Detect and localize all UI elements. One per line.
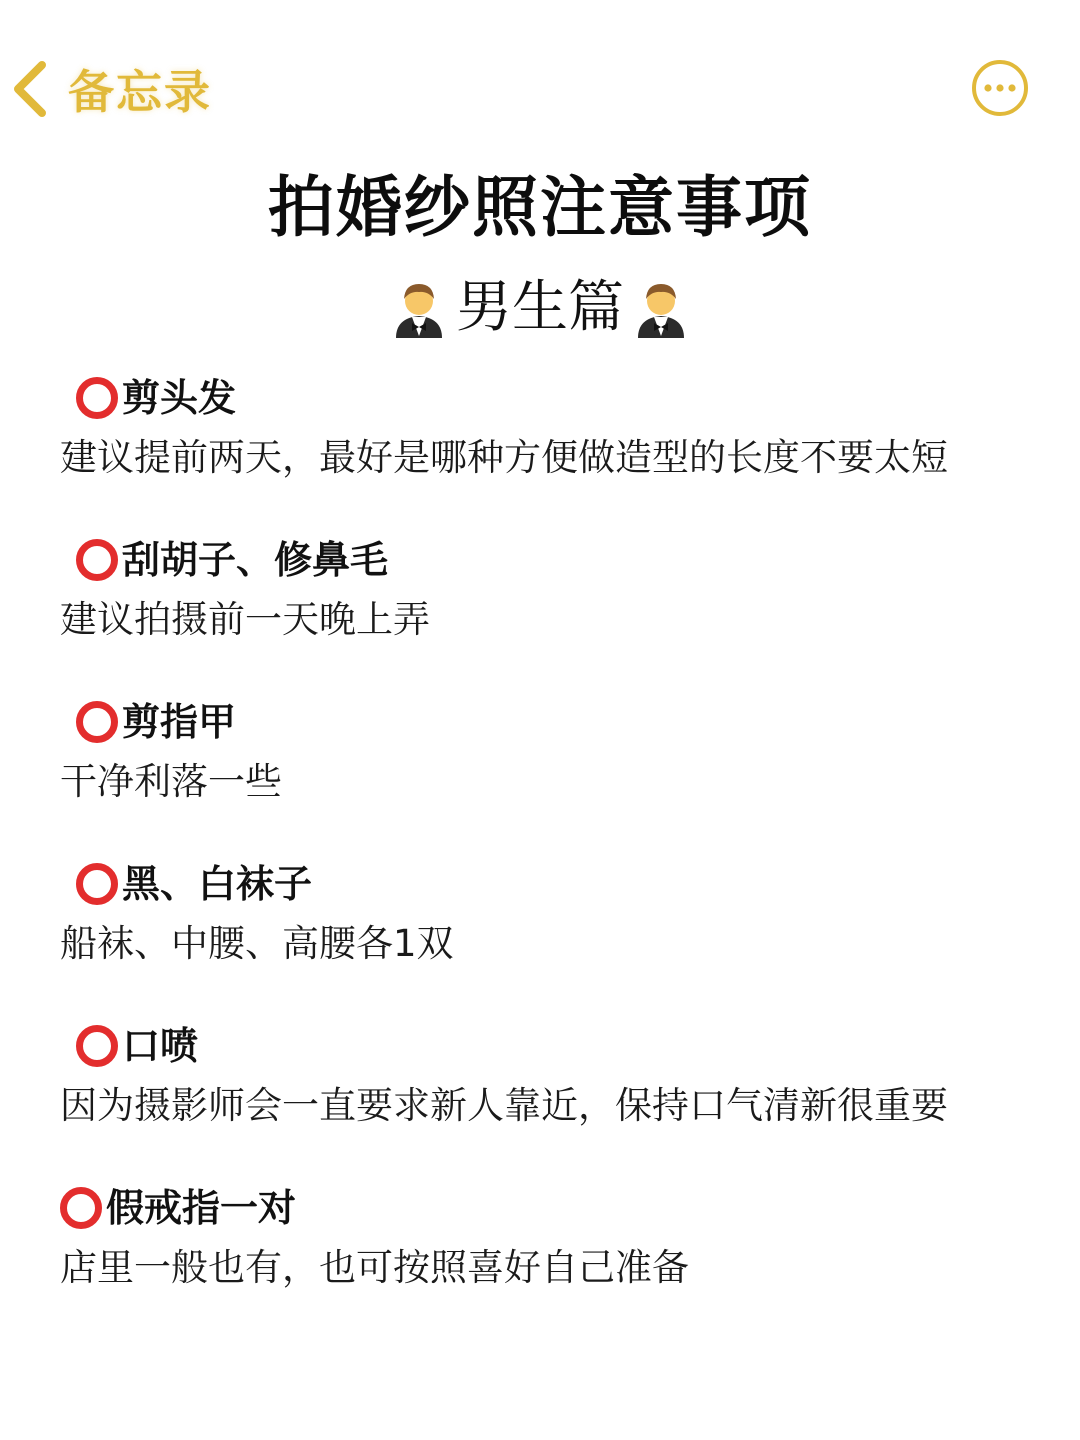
back-label: 备忘录 <box>68 65 212 119</box>
more-icon[interactable] <box>970 58 1030 118</box>
list-item <box>60 696 1040 858</box>
tip-heading: 剪头发 <box>122 376 237 420</box>
tip-heading: 剪指甲 <box>122 700 237 744</box>
tips-list <box>60 372 1040 1344</box>
person-in-tuxedo-icon <box>390 278 448 338</box>
tip-heading-row <box>60 1020 1040 1072</box>
tip-heading-row <box>60 372 1040 424</box>
red-circle-icon <box>76 863 118 905</box>
navigation-bar <box>0 40 1080 140</box>
tip-heading-row <box>60 858 1040 910</box>
back-button[interactable] <box>8 54 212 124</box>
person-in-tuxedo-icon <box>632 278 690 338</box>
tip-heading-row <box>60 534 1040 586</box>
tip-heading-row <box>60 696 1040 748</box>
list-item <box>60 1020 1040 1182</box>
tip-heading: 黑、白袜子 <box>122 862 313 906</box>
page-title: 拍婚纱照注意事项 <box>268 169 812 246</box>
red-circle-icon <box>60 1187 102 1229</box>
red-circle-icon <box>76 701 118 743</box>
tip-heading-row <box>60 1182 1040 1234</box>
list-item <box>60 534 1040 696</box>
list-item <box>60 1182 1040 1344</box>
chevron-left-icon <box>8 59 52 119</box>
subtitle-text: 男生篇 <box>456 275 624 340</box>
tip-body: 建议拍摄前一天晚上弄 <box>60 598 430 641</box>
section-subtitle <box>0 272 1080 344</box>
tip-heading: 口喷 <box>122 1024 199 1068</box>
list-item <box>60 372 1040 534</box>
tip-heading: 刮胡子、修鼻毛 <box>122 538 389 582</box>
tip-body: 因为摄影师会一直要求新人靠近，保持口气清新很重要 <box>60 1084 948 1127</box>
list-item <box>60 858 1040 1020</box>
tip-body: 建议提前两天，最好是哪种方便做造型的长度不要太短 <box>60 436 948 479</box>
red-circle-icon <box>76 377 118 419</box>
tip-body: 店里一般也有，也可按照喜好自己准备 <box>60 1246 689 1289</box>
tip-body: 干净利落一些 <box>60 760 282 803</box>
tip-body: 船袜、中腰、高腰各1双 <box>60 922 454 965</box>
tip-heading: 假戒指一对 <box>106 1186 297 1230</box>
red-circle-icon <box>76 539 118 581</box>
red-circle-icon <box>76 1025 118 1067</box>
